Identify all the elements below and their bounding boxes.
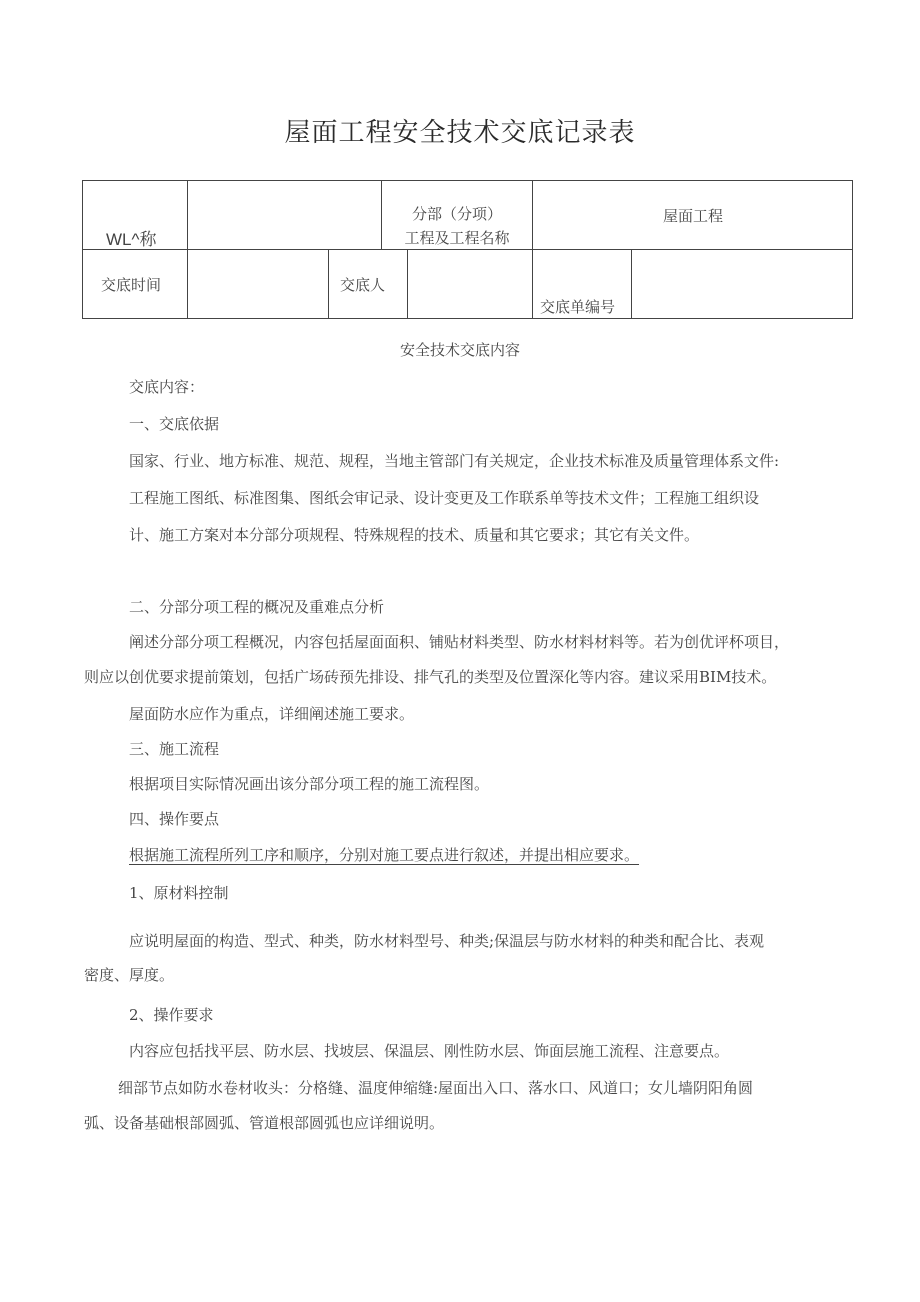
content-intro: 交底内容： <box>129 378 205 396</box>
section-2-title: 二、分部分项工程的概况及重难点分析 <box>129 598 385 616</box>
section-4-2-line: 细部节点如防水卷材收头：分格缝、温度伸缩缝:屋面出入口、落水口、风道口；女儿墙阴阳角圆 <box>118 1079 754 1097</box>
section-2-line: 屋面防水应作为重点，详细阐述施工要求。 <box>129 705 415 723</box>
time-label: 交底时间 <box>101 276 162 294</box>
sub-project-label-line1: 分部（分项） <box>411 205 502 223</box>
section-4-title: 四、操作要点 <box>129 810 220 828</box>
table-col-divider <box>187 249 188 319</box>
section-4-1-line: 应说明屋面的构造、型式、种类，防水材料型号、种类;保温层与防水材料的种类和配合比、表观 <box>129 932 765 950</box>
section-2-line: 则应以创优要求提前策划，包括广场砖预先排设、排气孔的类型及位置深化等内容。建议采用BIM技术。 <box>84 668 777 686</box>
section-1-line: 国家、行业、地方标准、规范、规程，当地主管部门有关规定，企业技术标准及质量管理体系文件: <box>129 452 780 470</box>
section-3-title: 三、施工流程 <box>129 740 220 758</box>
section-4-line: 根据施工流程所列工序和顺序，分别对施工要点进行叙述，并提出相应要求。 <box>129 846 640 864</box>
section-3-line: 根据项目实际情况画出该分部分项工程的施工流程图。 <box>129 775 490 793</box>
section-2-line: 阐述分部分项工程概况，内容包括屋面面积、铺贴材料类型、防水材料材料等。若为创优评杯项目， <box>129 633 790 651</box>
section-1-line: 计、施工方案对本分部分项规程、特殊规程的技术、质量和其它要求；其它有关文件。 <box>129 526 700 544</box>
person-label: 交底人 <box>340 276 386 294</box>
table-col-divider <box>532 249 533 319</box>
sub-project-value: 屋面工程 <box>662 207 723 225</box>
section-4-2-title: 2、操作要求 <box>129 1006 214 1024</box>
table-col-divider <box>631 249 632 319</box>
content-section-title: 安全技术交底内容 <box>399 341 520 359</box>
section-4-1-line: 密度、厚度。 <box>84 966 175 984</box>
section-4-2-line: 内容应包括找平层、防水层、找坡层、保温层、刚性防水层、饰面层施工流程、注意要点。 <box>129 1042 730 1060</box>
section-1-title: 一、交底依据 <box>129 415 220 433</box>
table-border-right <box>852 180 853 319</box>
table-border-left <box>82 180 83 319</box>
table-col-divider <box>187 180 188 250</box>
page-title: 屋面工程安全技术交底记录表 <box>284 118 636 148</box>
table-border-top <box>82 180 853 181</box>
table-col-divider <box>328 249 329 319</box>
sub-project-label-line2: 工程及工程名称 <box>404 229 510 247</box>
section-4-1-title: 1、原材料控制 <box>129 884 229 902</box>
section-4-2-line: 弧、设备基础根部圆弧、管道根部圆弧也应详细说明。 <box>84 1114 445 1132</box>
table-border-bottom <box>82 318 853 319</box>
sub-project-label <box>382 202 532 250</box>
section-1-line: 工程施工图纸、标准图集、图纸会审记录、设计变更及工作联系单等技术文件；工程施工组织设 <box>129 489 760 507</box>
project-name-label: WL^称 <box>106 230 157 249</box>
number-label: 交底单编号 <box>540 298 616 316</box>
table-col-divider <box>407 249 408 319</box>
